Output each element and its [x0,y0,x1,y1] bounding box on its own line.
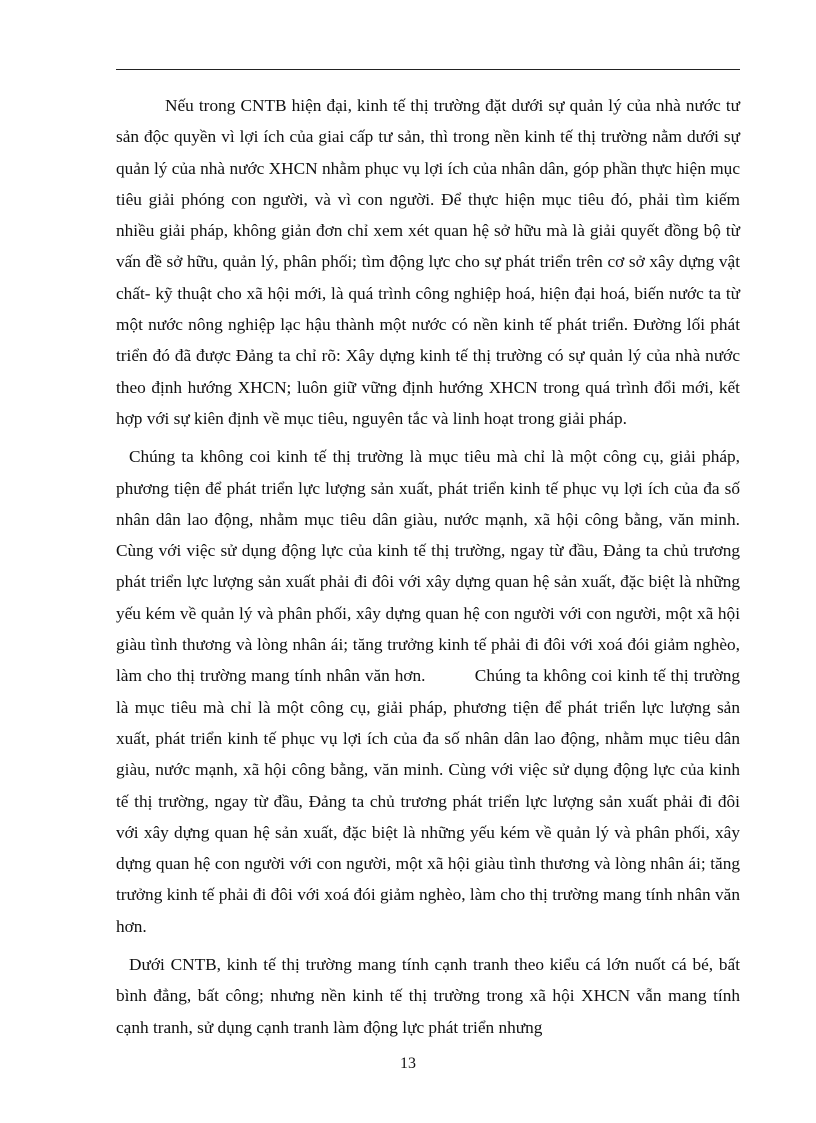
page-number: 13 [400,1055,416,1072]
body-text [116,90,745,1050]
paragraph-1: Nếu trong CNTB hiện đại, kinh tế thị trường đặt dưới sự quản lý của nhà nước tư sản độc quyền vì lợi ích của giai cấp tư sản, thì trong nền kinh tế thị trường nằm dưới sự quản lý của nhà nước XHCN nhằm phục vụ lợi ích của nhân dân, góp phần thực hiện mục tiêu giải phóng con người, và vì con người. Để thực hiện mục tiêu đó, phải tìm kiếm nhiều giải pháp, không giản đơn chỉ xem xét quan hệ sở hữu mà là giải quyết đồng bộ từ vấn đề sở hữu, quản lý, phân phối; tìm động lực cho sự phát triển trên cơ sở xây dựng vật chất- kỹ thuật cho xã hội mới, là quá trình công nghiệp hoá, hiện đại hoá, biến nước ta từ một nước nông nghiệp lạc hậu thành một nước có nền kinh tế phát triển. Đường lối phát triển đó đã được Đảng ta chỉ rõ: Xây dựng kinh tế thị trường có sự quản lý của nhà nước theo định hướng XHCN; luôn giữ vững định hướng XHCN trong quá trình đổi mới, kết hợp với sự kiên định về mục tiêu, nguyên tắc và linh hoạt trong giải pháp. [116,96,740,428]
paragraph-2: Chúng ta không coi kinh tế thị trường là mục tiêu mà chỉ là một công cụ, giải pháp, phương tiện để phát triển lực lượng sản xuất, phát triển kinh tế phục vụ lợi ích của đa số nhân dân lao động, nhằm mục tiêu dân giàu, nước mạnh, xã hội công bằng, văn minh. Cùng với việc sử dụng động lực của kinh tế thị trường, ngay từ đầu, Đảng ta chủ trương phát triển lực lượng sản xuất phải đi đôi với xây dựng quan hệ sản xuất, đặc biệt là những yếu kém về quản lý và phân phối, xây dựng quan hệ con người với con người, một xã hội giàu tình thương và lòng nhân ái; tăng trưởng kinh tế phải đi đôi với xoá đói giảm nghèo, làm cho thị trường mang tính nhân văn hơn. Chúng ta không coi kinh tế thị trường là mục tiêu mà chỉ là một công cụ, giải pháp, phương tiện để phát triển lực lượng sản xuất, phát triển kinh tế phục vụ lợi ích của đa số nhân dân lao động, nhằm mục tiêu dân giàu, nước mạnh, xã hội công bằng, văn minh. Cùng với việc sử dụng động lực của kinh tế thị trường, ngay từ đầu, Đảng ta chủ trương phát triển lực lượng sản xuất phải đi đôi với xây dựng quan hệ sản xuất, đặc biệt là những yếu kém về quản lý và phân phối, xây dựng quan hệ con người với con người, một xã hội giàu tình thương và lòng nhân ái; tăng trưởng kinh tế phải đi đôi với xoá đói giảm nghèo, làm cho thị trường mang tính nhân văn hơn. [116,447,745,936]
paragraph-3: Dưới CNTB, kinh tế thị trường mang tính cạnh tranh theo kiểu cá lớn nuốt cá bé, bất bình đẳng, bất công; nhưng nền kinh tế thị trường trong xã hội XHCN vẫn mang tính cạnh tranh, sử dụng cạnh tranh làm động lực phát triển nhưng [116,955,740,1037]
header-rule [116,69,740,70]
